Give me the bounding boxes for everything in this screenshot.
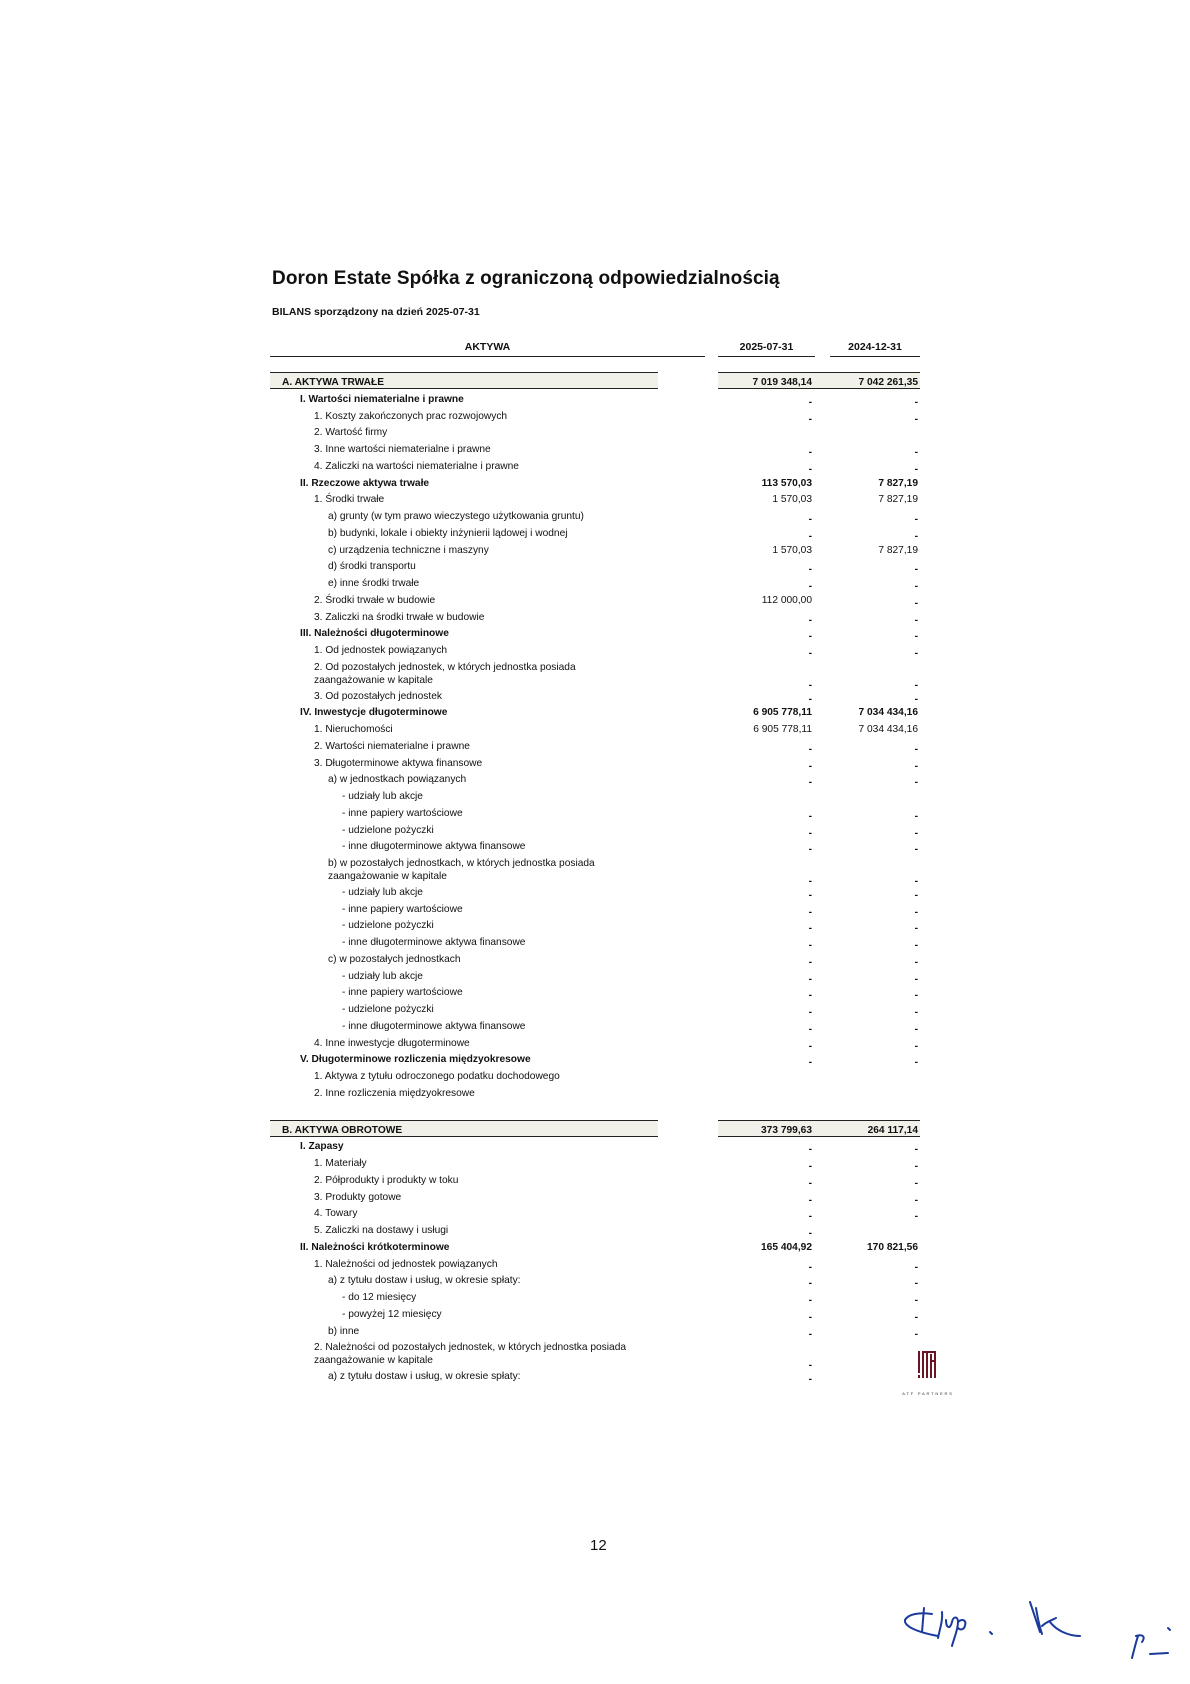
table-row [0, 757, 1190, 774]
row-label: - powyżej 12 miesięcy [342, 1308, 442, 1320]
logo-text: ATF PARTNERS [902, 1391, 954, 1396]
section-rule [718, 1120, 920, 1121]
table-row [0, 527, 1190, 544]
row-label: 1. Materiały [314, 1158, 367, 1169]
value-2025: - [808, 1177, 812, 1189]
value-2024: - [914, 973, 918, 985]
row-label: 2. Wartości niematerialne i prawne [314, 740, 470, 752]
value-2024: - [914, 614, 918, 626]
row-label: 3. Długoterminowe aktywa finansowe [314, 757, 483, 769]
value-2024: - [914, 777, 918, 789]
table-row [0, 1174, 1190, 1191]
row-label: a) z tytułu dostaw i usług, w okresie spłaty: [328, 1275, 521, 1287]
table-row [0, 1224, 1190, 1241]
value-2024: 7 827,19 [878, 494, 918, 506]
value-2024: - [914, 396, 918, 408]
table-row [0, 773, 1190, 790]
value-2024: - [914, 1040, 918, 1052]
row-label: B. AKTYWA OBROTOWE [282, 1124, 403, 1136]
value-2024: - [914, 1007, 918, 1018]
row-label: I. Zapasy [300, 1141, 344, 1153]
table-row [0, 790, 1190, 807]
value-2025: - [808, 514, 812, 525]
table-row [0, 661, 1190, 691]
row-label: 3. Od pozostałych jednostek [314, 690, 442, 702]
table-row [0, 460, 1190, 477]
row-label: - udziały lub akcje [342, 886, 423, 898]
table-row [0, 723, 1190, 740]
row-label: 1. Koszty zakończonych prac rozwojowych [314, 410, 508, 422]
row-label: - inne papiery wartościowe [342, 903, 463, 915]
value-2025: - [808, 1144, 812, 1156]
table-row [0, 644, 1190, 661]
row-label: 2. Inne rozliczenia międzyokresowe [314, 1087, 475, 1099]
value-2025: - [808, 614, 812, 626]
row-label: A. AKTYWA TRWAŁE [282, 377, 385, 388]
value-2025: - [808, 990, 812, 1002]
table-row [0, 953, 1190, 970]
row-label: V. Długoterminowe rozliczenia międzyokresowe [300, 1054, 531, 1066]
table-row [0, 611, 1190, 628]
table-row [0, 690, 1190, 707]
table-row [0, 840, 1190, 857]
value-2024: 7 034 434,16 [858, 724, 918, 735]
value-2024: - [914, 827, 918, 839]
value-2025: - [808, 1007, 812, 1018]
table-row [0, 1191, 1190, 1208]
value-2025: - [808, 463, 812, 475]
value-2025: - [808, 1261, 812, 1273]
value-2025: 165 404,92 [761, 1241, 812, 1253]
table-row [0, 1308, 1190, 1325]
table-row [0, 1003, 1190, 1020]
table-row [0, 1370, 1190, 1387]
value-2025: - [808, 1023, 812, 1035]
row-label: 2. Wartość firmy [314, 427, 388, 439]
value-2025: - [808, 396, 812, 408]
value-2024: - [914, 743, 918, 755]
value-2025: - [808, 1295, 812, 1306]
row-label: 3. Inne wartości niematerialne i prawne [314, 444, 491, 455]
table-row [0, 706, 1190, 723]
row-label: - udzielone pożyczki [342, 920, 434, 932]
table-row [0, 443, 1190, 460]
value-2024: - [914, 1194, 918, 1206]
row-label: 4. Zaliczki na wartości niematerialne i prawne [314, 460, 519, 472]
row-label: c) urządzenia techniczne i maszyny [328, 544, 489, 556]
table-row [0, 560, 1190, 577]
row-label: 3. Zaliczki na środki trwałe w budowie [314, 611, 485, 623]
row-label: - udzielone pożyczki [342, 824, 434, 836]
value-2025: 6 905 778,11 [753, 724, 812, 735]
value-2024: - [914, 413, 918, 425]
table-row [0, 493, 1190, 510]
value-2025: - [808, 581, 812, 592]
section-row [0, 376, 1190, 393]
row-label: 1. Aktywa z tytułu odroczonego podatku dochodowego [314, 1071, 560, 1082]
row-label: II. Rzeczowe aktywa trwałe [300, 477, 430, 489]
value-2025: - [808, 889, 812, 901]
section-rule [718, 372, 920, 373]
value-2025: 112 000,00 [761, 594, 812, 606]
value-2024: - [914, 940, 918, 951]
value-2025: - [808, 923, 812, 935]
value-2025: - [808, 1194, 812, 1206]
value-2024: - [914, 760, 918, 772]
value-2025: - [808, 679, 812, 691]
row-label: - inne papiery wartościowe [342, 807, 463, 819]
table-row [0, 1037, 1190, 1054]
value-2024: - [914, 581, 918, 592]
row-label-continuation: zaangażowanie w kapitale [328, 871, 447, 882]
row-label: d) środki transportu [328, 561, 416, 573]
value-2024: 264 117,14 [867, 1124, 918, 1136]
value-2025: 1 570,03 [772, 544, 812, 556]
value-2024: - [914, 1261, 918, 1273]
value-2025: - [808, 956, 812, 968]
header-col-2025: 2025-07-31 [718, 341, 815, 357]
value-2024: - [914, 876, 918, 887]
table-row [0, 477, 1190, 494]
row-label: - inne długoterminowe aktywa finansowe [342, 841, 526, 853]
table-row [0, 426, 1190, 443]
value-2024: - [914, 648, 918, 659]
value-2024: 170 821,56 [867, 1241, 918, 1253]
value-2025: - [808, 1328, 812, 1340]
row-label: b) inne [328, 1325, 360, 1337]
value-2024: - [914, 1295, 918, 1306]
table-row [0, 1070, 1190, 1087]
atf-partners-logo [898, 1350, 958, 1396]
handwritten-signatures-icon [880, 1590, 1190, 1684]
value-2025: - [808, 1211, 812, 1223]
row-label: I. Wartości niematerialne i prawne [300, 393, 464, 405]
value-2024: - [914, 1278, 918, 1290]
row-label: 4. Towary [314, 1208, 358, 1220]
row-label: - udzielone pożyczki [342, 1004, 434, 1015]
table-row [0, 577, 1190, 594]
table-row [0, 393, 1190, 410]
value-2024: - [914, 1057, 918, 1069]
value-2024: - [914, 1328, 918, 1340]
table-row [0, 807, 1190, 824]
table-row [0, 510, 1190, 527]
section-row [0, 1124, 1190, 1141]
row-label: 1. Należności od jednostek powiązanych [314, 1258, 498, 1270]
value-2024: - [914, 889, 918, 901]
value-2024: - [914, 631, 918, 643]
value-2025: - [808, 1057, 812, 1069]
value-2025: 7 019 348,14 [752, 377, 812, 388]
table-row [0, 410, 1190, 427]
value-2024: - [914, 564, 918, 576]
section-rule [270, 1120, 658, 1121]
table-row [0, 936, 1190, 953]
value-2024: 7 042 261,35 [858, 377, 918, 388]
value-2025: - [808, 693, 812, 705]
row-label: 1. Nieruchomości [314, 724, 393, 735]
value-2024: - [914, 447, 918, 458]
value-2024: 7 827,19 [878, 477, 918, 489]
table-row [0, 986, 1190, 1003]
value-2025: - [808, 1228, 812, 1239]
row-label: - inne papiery wartościowe [342, 987, 463, 999]
row-label: - do 12 miesięcy [342, 1292, 417, 1303]
value-2025: - [808, 973, 812, 985]
value-2024: - [914, 1023, 918, 1035]
value-2024: - [914, 906, 918, 918]
table-row [0, 1087, 1190, 1104]
table-row [0, 1140, 1190, 1157]
value-2025: - [808, 1161, 812, 1172]
company-title: Doron Estate Spółka z ograniczoną odpowiedzialnością [272, 268, 780, 289]
table-row [0, 1291, 1190, 1308]
value-2025: - [808, 743, 812, 755]
value-2024: 7 034 434,16 [858, 707, 918, 719]
row-label: 1. Środki trwałe [314, 494, 385, 506]
value-2025: - [808, 631, 812, 643]
value-2025: - [808, 1311, 812, 1323]
row-label: - udziały lub akcje [342, 970, 423, 982]
table-row [0, 886, 1190, 903]
value-2025: - [808, 827, 812, 839]
row-label: 4. Inne inwestycje długoterminowe [314, 1037, 470, 1049]
value-2025: - [808, 940, 812, 951]
table-row [0, 857, 1190, 887]
value-2025: - [808, 760, 812, 772]
value-2024: - [914, 514, 918, 525]
row-label: IV. Inwestycje długoterminowe [300, 707, 448, 719]
row-label: 3. Produkty gotowe [314, 1191, 402, 1203]
row-label: b) w pozostałych jednostkach, w których jednostka posiada [328, 858, 595, 869]
value-2025: - [808, 906, 812, 918]
value-2024: - [914, 990, 918, 1002]
table-row [0, 627, 1190, 644]
value-2024: - [914, 530, 918, 542]
value-2025: 113 570,03 [761, 477, 812, 489]
value-2025: - [808, 564, 812, 576]
row-label: a) grunty (w tym prawo wieczystego użytkowania gruntu) [328, 511, 584, 522]
header-aktywa: AKTYWA [270, 341, 705, 357]
value-2025: - [808, 777, 812, 789]
section-rule [270, 372, 658, 373]
row-label: b) budynki, lokale i obiekty inżynierii lądowej i wodnej [328, 527, 568, 539]
row-label: e) inne środki trwałe [328, 578, 420, 589]
value-2024: - [914, 693, 918, 705]
row-label-continuation: zaangażowanie w kapitale [314, 1355, 433, 1367]
page-number: 12 [590, 1537, 607, 1554]
table-row [0, 544, 1190, 561]
value-2024: - [914, 1144, 918, 1156]
header-col-2024: 2024-12-31 [830, 341, 920, 357]
value-2024: - [914, 597, 918, 609]
value-2025: - [808, 810, 812, 822]
value-2024: - [914, 844, 918, 856]
value-2024: - [914, 1177, 918, 1189]
table-row [0, 1157, 1190, 1174]
value-2024: - [914, 956, 918, 968]
table-row [0, 1053, 1190, 1070]
table-row [0, 919, 1190, 936]
table-row [0, 594, 1190, 611]
row-label: 2. Od pozostałych jednostek, w których jednostka posiada [314, 661, 576, 673]
value-2025: 6 905 778,11 [753, 707, 812, 719]
value-2025: - [808, 648, 812, 659]
value-2025: - [808, 1040, 812, 1052]
value-2024: - [914, 1311, 918, 1323]
table-row [0, 1258, 1190, 1275]
value-2025: - [808, 1278, 812, 1290]
value-2024: - [914, 1161, 918, 1172]
row-label: 2. Środki trwałe w budowie [314, 594, 436, 606]
row-label: a) w jednostkach powiązanych [328, 774, 467, 786]
row-label: 5. Zaliczki na dostawy i usługi [314, 1225, 449, 1236]
table-row [0, 970, 1190, 987]
value-2025: - [808, 530, 812, 542]
value-2025: 1 570,03 [772, 494, 812, 506]
value-2025: 373 799,63 [761, 1124, 812, 1136]
row-label: - udziały lub akcje [342, 791, 423, 802]
value-2024: - [914, 1211, 918, 1223]
table-row [0, 1341, 1190, 1372]
table-row [0, 1325, 1190, 1342]
balance-subtitle: BILANS sporządzony na dzień 2025-07-31 [272, 306, 480, 318]
value-2025: - [808, 1374, 812, 1385]
value-2024: - [914, 463, 918, 475]
table-row [0, 1020, 1190, 1037]
value-2024: - [914, 679, 918, 691]
row-label: 2. Należności od pozostałych jednostek, w których jednostka posiada [314, 1342, 627, 1354]
row-label: - inne długoterminowe aktywa finansowe [342, 937, 526, 948]
value-2024: - [914, 923, 918, 935]
row-label: a) z tytułu dostaw i usług, w okresie spłaty: [328, 1371, 521, 1382]
value-2025: - [808, 447, 812, 458]
row-label: 1. Od jednostek powiązanych [314, 645, 448, 656]
logo-mark-icon [917, 1350, 939, 1380]
table-row [0, 1274, 1190, 1291]
value-2024: 7 827,19 [878, 544, 918, 556]
value-2025: - [808, 413, 812, 425]
table-row [0, 740, 1190, 757]
value-2025: - [808, 1360, 812, 1372]
row-label: 2. Półprodukty i produkty w toku [314, 1174, 459, 1186]
value-2024: - [914, 810, 918, 822]
row-label: II. Należności krótkoterminowe [300, 1241, 450, 1253]
row-label-continuation: zaangażowanie w kapitale [314, 674, 433, 686]
table-row [0, 1207, 1190, 1224]
table-row [0, 1241, 1190, 1258]
table-row [0, 824, 1190, 841]
row-label: c) w pozostałych jednostkach [328, 953, 461, 965]
row-label: III. Należności długoterminowe [300, 628, 449, 640]
row-label: - inne długoterminowe aktywa finansowe [342, 1020, 526, 1032]
value-2025: - [808, 844, 812, 856]
value-2025: - [808, 876, 812, 887]
table-row [0, 903, 1190, 920]
